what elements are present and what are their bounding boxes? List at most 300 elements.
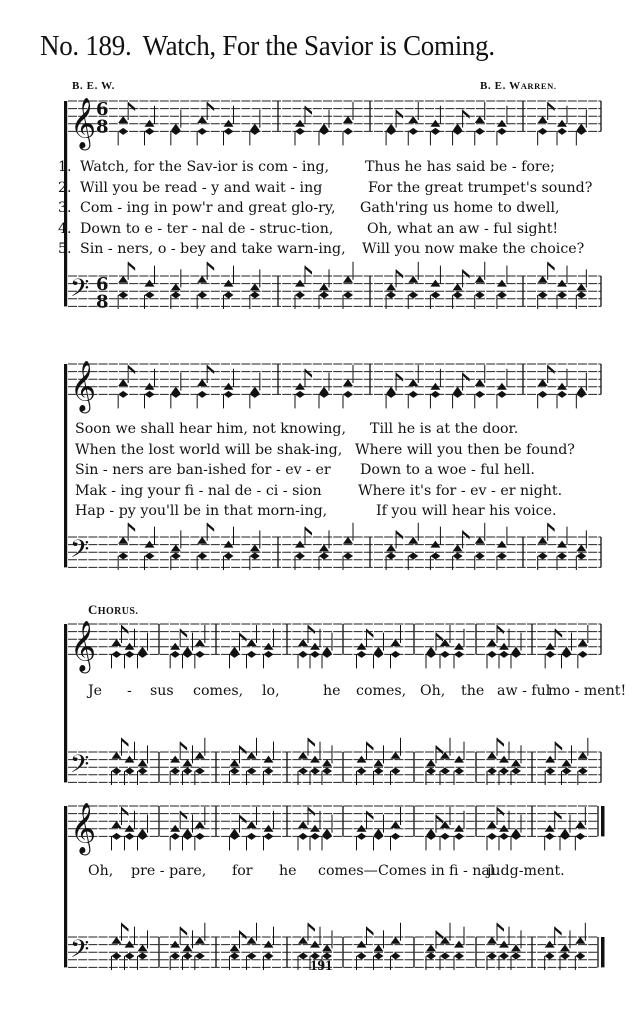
note-flag: [367, 927, 374, 936]
shape-note-icon: [575, 833, 585, 840]
shape-note-icon: [386, 544, 396, 551]
note-flag: [128, 262, 135, 271]
shape-note-icon: [112, 937, 122, 944]
shape-note-icon: [183, 768, 193, 775]
verse-text-b: Thus he has said be - fore;: [365, 159, 555, 175]
shape-note-icon: [247, 752, 257, 759]
shape-note-icon: [125, 833, 135, 840]
treble-clef-icon: 𝄞: [70, 97, 97, 149]
shape-note-icon: [230, 944, 240, 951]
shape-note-icon: [343, 537, 353, 544]
shape-note-icon: [487, 752, 497, 759]
shape-note-icon: [322, 759, 332, 766]
shape-note-icon: [497, 553, 507, 560]
note-flag: [305, 527, 312, 536]
shape-note-icon: [408, 292, 418, 299]
chorus-syllable: -: [127, 683, 132, 699]
shape-note-icon: [497, 391, 507, 398]
chorus-syllable: fi - nal: [449, 863, 495, 879]
verse-text-a: Mak - ing your fi - nal de - ci - sion: [75, 482, 322, 499]
note-flag: [240, 745, 247, 754]
chorus-label: [88, 602, 138, 618]
shape-note-icon: [499, 651, 509, 658]
shape-note-icon: [295, 128, 305, 135]
note-flag: [555, 629, 562, 638]
shape-note-icon: [578, 752, 588, 759]
note-flag: [463, 530, 470, 539]
chorus-syllable: he: [323, 683, 341, 699]
shape-note-icon: [118, 116, 128, 123]
shape-note-icon: [247, 651, 257, 658]
shape-note-icon: [247, 833, 257, 840]
shape-note-icon: [138, 953, 148, 960]
shape-note-icon: [357, 833, 367, 840]
shape-note-icon: [197, 553, 207, 560]
chorus-lyrics-line1: [0, 681, 640, 702]
verse-text-a: Watch, for the Sav-ior is com - ing,: [80, 159, 330, 175]
shape-note-icon: [562, 768, 572, 775]
shape-note-icon: [298, 833, 308, 840]
shape-note-icon: [578, 768, 588, 775]
shape-note-icon: [576, 544, 586, 551]
shape-note-icon: [560, 953, 570, 960]
shape-note-icon: [197, 537, 207, 544]
shape-note-icon: [357, 651, 367, 658]
shape-note-icon: [295, 391, 305, 398]
shape-note-icon: [250, 283, 260, 290]
chorus-syllable: comes—: [318, 863, 378, 879]
shape-note-icon: [195, 953, 205, 960]
note-flag: [207, 523, 214, 532]
shape-note-icon: [557, 128, 567, 135]
shape-note-icon: [247, 768, 257, 775]
shape-note-icon: [557, 553, 567, 560]
note-flag: [240, 930, 247, 939]
note-flag: [396, 530, 403, 539]
verse-line: [58, 219, 618, 240]
note-flag: [497, 625, 504, 634]
note-flag: [180, 742, 187, 751]
shape-note-icon: [440, 651, 450, 658]
shape-note-icon: [298, 937, 308, 944]
chorus-syllable: Comes in: [378, 863, 445, 879]
note-flag: [240, 815, 247, 824]
shape-note-icon: [247, 937, 257, 944]
shape-note-icon: [118, 537, 128, 544]
shape-note-icon: [511, 759, 521, 766]
shape-note-icon: [224, 292, 234, 299]
chorus-label-rest: HORUS.: [97, 606, 139, 617]
shape-note-icon: [499, 953, 509, 960]
shape-note-icon: [195, 768, 205, 775]
shape-note-icon: [511, 768, 521, 775]
shape-note-icon: [557, 391, 567, 398]
note-flag: [240, 633, 247, 642]
shape-note-icon: [230, 768, 240, 775]
shape-note-icon: [430, 391, 440, 398]
shape-note-icon: [497, 292, 507, 299]
shape-note-icon: [391, 833, 401, 840]
shape-note-icon: [125, 953, 135, 960]
chorus-syllable: lo,: [262, 683, 280, 699]
shape-note-icon: [224, 553, 234, 560]
shape-note-icon: [408, 116, 418, 123]
chorus-syllable: he: [279, 863, 297, 879]
shape-note-icon: [138, 768, 148, 775]
note-flag: [122, 923, 129, 932]
shape-note-icon: [391, 752, 401, 759]
note-flag: [305, 106, 312, 115]
shape-note-icon: [112, 953, 122, 960]
verse-text-a: Com - ing in pow'r and great glo-ry,: [80, 200, 336, 216]
shape-note-icon: [426, 944, 436, 951]
shape-note-icon: [298, 752, 308, 759]
verse-text-b: Oh, what an aw - ful sight!: [367, 220, 559, 237]
note-flag: [436, 745, 443, 754]
note-flag: [180, 811, 187, 820]
shape-note-icon: [319, 544, 329, 551]
chorus-syllable: mo - ment!: [548, 683, 627, 699]
note-flag: [305, 266, 312, 275]
shape-note-icon: [230, 953, 240, 960]
verse-line: [75, 440, 620, 461]
shape-note-icon: [183, 944, 193, 951]
shape-note-icon: [575, 953, 585, 960]
chorus-label-cap: C: [88, 602, 98, 617]
verse-number: 1.: [58, 159, 72, 175]
shape-note-icon: [247, 821, 257, 828]
shape-note-icon: [343, 116, 353, 123]
shape-note-icon: [475, 391, 485, 398]
shape-note-icon: [475, 537, 485, 544]
shape-note-icon: [343, 379, 353, 386]
shape-note-icon: [170, 768, 180, 775]
verse-text-b: Where will you then be found?: [355, 441, 575, 458]
shape-note-icon: [195, 651, 205, 658]
shape-note-icon: [298, 639, 308, 646]
shape-note-icon: [170, 651, 180, 658]
verse-line: [75, 501, 620, 522]
shape-note-icon: [487, 953, 497, 960]
shape-note-icon: [576, 553, 586, 560]
shape-note-icon: [195, 833, 205, 840]
verse-line: [58, 239, 618, 260]
verse-line: [75, 419, 620, 440]
shape-note-icon: [310, 651, 320, 658]
shape-note-icon: [310, 833, 320, 840]
composer-surname-rest: ARREN.: [520, 81, 557, 91]
note-flag: [497, 923, 504, 932]
chorus-syllable: the: [461, 683, 485, 699]
verse-text-a: Will you be read - y and wait - ing: [80, 179, 323, 196]
shape-note-icon: [264, 768, 274, 775]
shape-note-icon: [475, 276, 485, 283]
shape-note-icon: [357, 768, 367, 775]
shape-note-icon: [575, 937, 585, 944]
shape-note-icon: [487, 833, 497, 840]
note-flag: [308, 625, 315, 634]
shape-note-icon: [575, 821, 585, 828]
chorus-syllable: for: [232, 863, 253, 879]
shape-note-icon: [560, 944, 570, 951]
chorus-syllable: pre - pare,: [131, 863, 207, 879]
verse-text-b: Will you now make the choice?: [362, 241, 585, 257]
verse-text-a: Sin - ners are ban-ished for - ev - er: [75, 462, 331, 478]
shape-note-icon: [224, 128, 234, 135]
shape-note-icon: [487, 821, 497, 828]
shape-note-icon: [343, 292, 353, 299]
shape-note-icon: [499, 768, 509, 775]
shape-note-icon: [374, 768, 384, 775]
note-flag: [548, 365, 555, 374]
shape-note-icon: [487, 651, 497, 658]
shape-note-icon: [112, 752, 122, 759]
shape-note-icon: [197, 391, 207, 398]
shape-note-icon: [145, 553, 155, 560]
shape-note-icon: [576, 292, 586, 299]
shape-note-icon: [298, 821, 308, 828]
shape-note-icon: [319, 283, 329, 290]
shape-note-icon: [112, 639, 122, 646]
shape-note-icon: [538, 276, 548, 283]
shape-note-icon: [475, 128, 485, 135]
note-flag: [396, 373, 403, 382]
shape-note-icon: [538, 116, 548, 123]
shape-note-icon: [487, 937, 497, 944]
shape-note-icon: [118, 553, 128, 560]
chorus-syllable: Oh,: [420, 683, 446, 699]
shape-note-icon: [197, 116, 207, 123]
shape-note-icon: [138, 944, 148, 951]
shape-note-icon: [430, 292, 440, 299]
system-bracket: [64, 364, 67, 567]
shape-note-icon: [511, 944, 521, 951]
chorus-syllable: judg-ment.: [487, 863, 565, 879]
shape-note-icon: [391, 639, 401, 646]
shape-note-icon: [319, 292, 329, 299]
note-flag: [548, 262, 555, 271]
verse-text-a: Sin - ners, o - bey and take warn-ing,: [80, 241, 346, 257]
shape-note-icon: [538, 391, 548, 398]
composer-initials: B. E.: [480, 80, 510, 92]
shape-note-icon: [112, 768, 122, 775]
note-flag: [463, 373, 470, 382]
shape-note-icon: [487, 768, 497, 775]
shape-note-icon: [197, 128, 207, 135]
shape-note-icon: [454, 953, 464, 960]
verse-text-a: Down to e - ter - nal de - struc-tion,: [80, 220, 334, 237]
shape-note-icon: [578, 651, 588, 658]
verse-text-b: For the great trumpet's sound?: [368, 179, 593, 196]
shape-note-icon: [391, 821, 401, 828]
note-flag: [128, 102, 135, 111]
shape-note-icon: [426, 759, 436, 766]
note-flag: [396, 269, 403, 278]
shape-note-icon: [453, 283, 463, 290]
shape-note-icon: [408, 391, 418, 398]
note-flag: [122, 738, 129, 747]
note-flag: [497, 807, 504, 816]
shape-note-icon: [230, 759, 240, 766]
verse-text-b: Down to a woe - ful hell.: [360, 462, 535, 478]
verse-text-b: Gath'ring us home to dwell,: [360, 200, 560, 216]
chorus-line: [0, 861, 640, 882]
shape-note-icon: [171, 544, 181, 551]
shape-note-icon: [475, 116, 485, 123]
verses-part1: [58, 157, 618, 260]
shape-note-icon: [118, 379, 128, 386]
note-flag: [555, 742, 562, 751]
shape-note-icon: [195, 937, 205, 944]
shape-note-icon: [197, 292, 207, 299]
shape-note-icon: [343, 391, 353, 398]
shape-note-icon: [112, 821, 122, 828]
treble-clef-icon: 𝄞: [70, 802, 97, 854]
note-flag: [548, 102, 555, 111]
shape-note-icon: [545, 953, 555, 960]
shape-note-icon: [295, 292, 305, 299]
verse-line: [58, 198, 618, 219]
verse-line: [75, 460, 620, 481]
note-flag: [548, 523, 555, 532]
note-flag: [367, 629, 374, 638]
shape-note-icon: [298, 953, 308, 960]
shape-note-icon: [112, 833, 122, 840]
shape-note-icon: [408, 379, 418, 386]
shape-note-icon: [430, 553, 440, 560]
shape-note-icon: [408, 276, 418, 283]
shape-note-icon: [183, 953, 193, 960]
time-signature-top: 6: [96, 274, 109, 296]
shape-note-icon: [138, 759, 148, 766]
note-flag: [367, 811, 374, 820]
shape-note-icon: [426, 953, 436, 960]
shape-note-icon: [125, 651, 135, 658]
bass-clef-icon: 𝄢: [70, 749, 90, 785]
shape-note-icon: [440, 833, 450, 840]
note-flag: [555, 811, 562, 820]
shape-note-icon: [145, 391, 155, 398]
shape-note-icon: [454, 651, 464, 658]
note-flag: [463, 269, 470, 278]
shape-note-icon: [319, 553, 329, 560]
shape-note-icon: [386, 292, 396, 299]
verse-number: 5.: [58, 241, 72, 257]
shape-note-icon: [250, 292, 260, 299]
shape-note-icon: [499, 833, 509, 840]
shape-note-icon: [426, 768, 436, 775]
time-signature-bottom: 8: [96, 116, 109, 138]
shape-note-icon: [391, 651, 401, 658]
shape-note-icon: [118, 391, 128, 398]
shape-note-icon: [440, 768, 450, 775]
note-flag: [436, 930, 443, 939]
note-flag: [396, 110, 403, 119]
shape-note-icon: [576, 283, 586, 290]
shape-note-icon: [374, 759, 384, 766]
final-barline: [601, 937, 605, 967]
shape-note-icon: [343, 553, 353, 560]
shape-note-icon: [538, 128, 548, 135]
system-bracket: [64, 806, 67, 967]
hymn-number: No. 189.: [40, 30, 132, 62]
verse-line: [75, 481, 620, 502]
shape-note-icon: [374, 944, 384, 951]
shape-note-icon: [538, 553, 548, 560]
note-flag: [555, 927, 562, 936]
final-barline: [601, 806, 605, 836]
chorus-syllable: Je: [88, 683, 103, 699]
shape-note-icon: [197, 276, 207, 283]
shape-note-icon: [295, 553, 305, 560]
shape-note-icon: [145, 292, 155, 299]
system-bracket: [64, 624, 67, 782]
note-flag: [207, 102, 214, 111]
shape-note-icon: [391, 937, 401, 944]
shape-note-icon: [357, 953, 367, 960]
time-signature-top: 6: [96, 99, 109, 121]
shape-note-icon: [386, 283, 396, 290]
shape-note-icon: [475, 292, 485, 299]
shape-note-icon: [195, 639, 205, 646]
shape-note-icon: [497, 128, 507, 135]
chorus-lyrics-line2: [0, 861, 640, 882]
verse-text-b: Where it's for - ev - er night.: [358, 482, 563, 499]
chorus-syllable: aw - ful: [497, 683, 551, 699]
shape-note-icon: [487, 639, 497, 646]
shape-note-icon: [310, 768, 320, 775]
note-flag: [207, 262, 214, 271]
note-flag: [207, 365, 214, 374]
shape-note-icon: [475, 379, 485, 386]
verse-number: 2.: [58, 179, 72, 196]
shape-note-icon: [171, 553, 181, 560]
shape-note-icon: [112, 651, 122, 658]
shape-note-icon: [171, 283, 181, 290]
chorus-syllable: comes,: [356, 683, 407, 699]
shape-note-icon: [545, 768, 555, 775]
shape-note-icon: [545, 833, 555, 840]
note-flag: [497, 738, 504, 747]
hymn-name: Watch, For the Savior is Coming.: [142, 30, 495, 62]
shape-note-icon: [250, 544, 260, 551]
shape-note-icon: [247, 953, 257, 960]
verse-text-a: When the lost world will be shak-ing,: [75, 441, 343, 458]
composer-surname-cap: W: [509, 80, 521, 92]
note-flag: [180, 927, 187, 936]
shape-note-icon: [298, 768, 308, 775]
note-flag: [180, 629, 187, 638]
note-flag: [436, 633, 443, 642]
chorus-syllable: sus: [150, 683, 174, 699]
shape-note-icon: [264, 833, 274, 840]
treble-clef-icon: 𝄞: [70, 620, 97, 672]
verse-text-b: Till he is at the door.: [370, 421, 519, 437]
shape-note-icon: [545, 651, 555, 658]
shape-note-icon: [391, 953, 401, 960]
shape-note-icon: [557, 292, 567, 299]
verse-text-a: Hap - py you'll be in that morn-ing,: [75, 503, 328, 519]
verses-part2: [75, 419, 620, 522]
shape-note-icon: [118, 128, 128, 135]
shape-note-icon: [171, 292, 181, 299]
shape-note-icon: [322, 944, 332, 951]
verse-text-a: Soon we shall hear him, not knowing,: [75, 421, 346, 437]
shape-note-icon: [118, 292, 128, 299]
shape-note-icon: [298, 651, 308, 658]
note-flag: [308, 807, 315, 816]
shape-note-icon: [374, 953, 384, 960]
